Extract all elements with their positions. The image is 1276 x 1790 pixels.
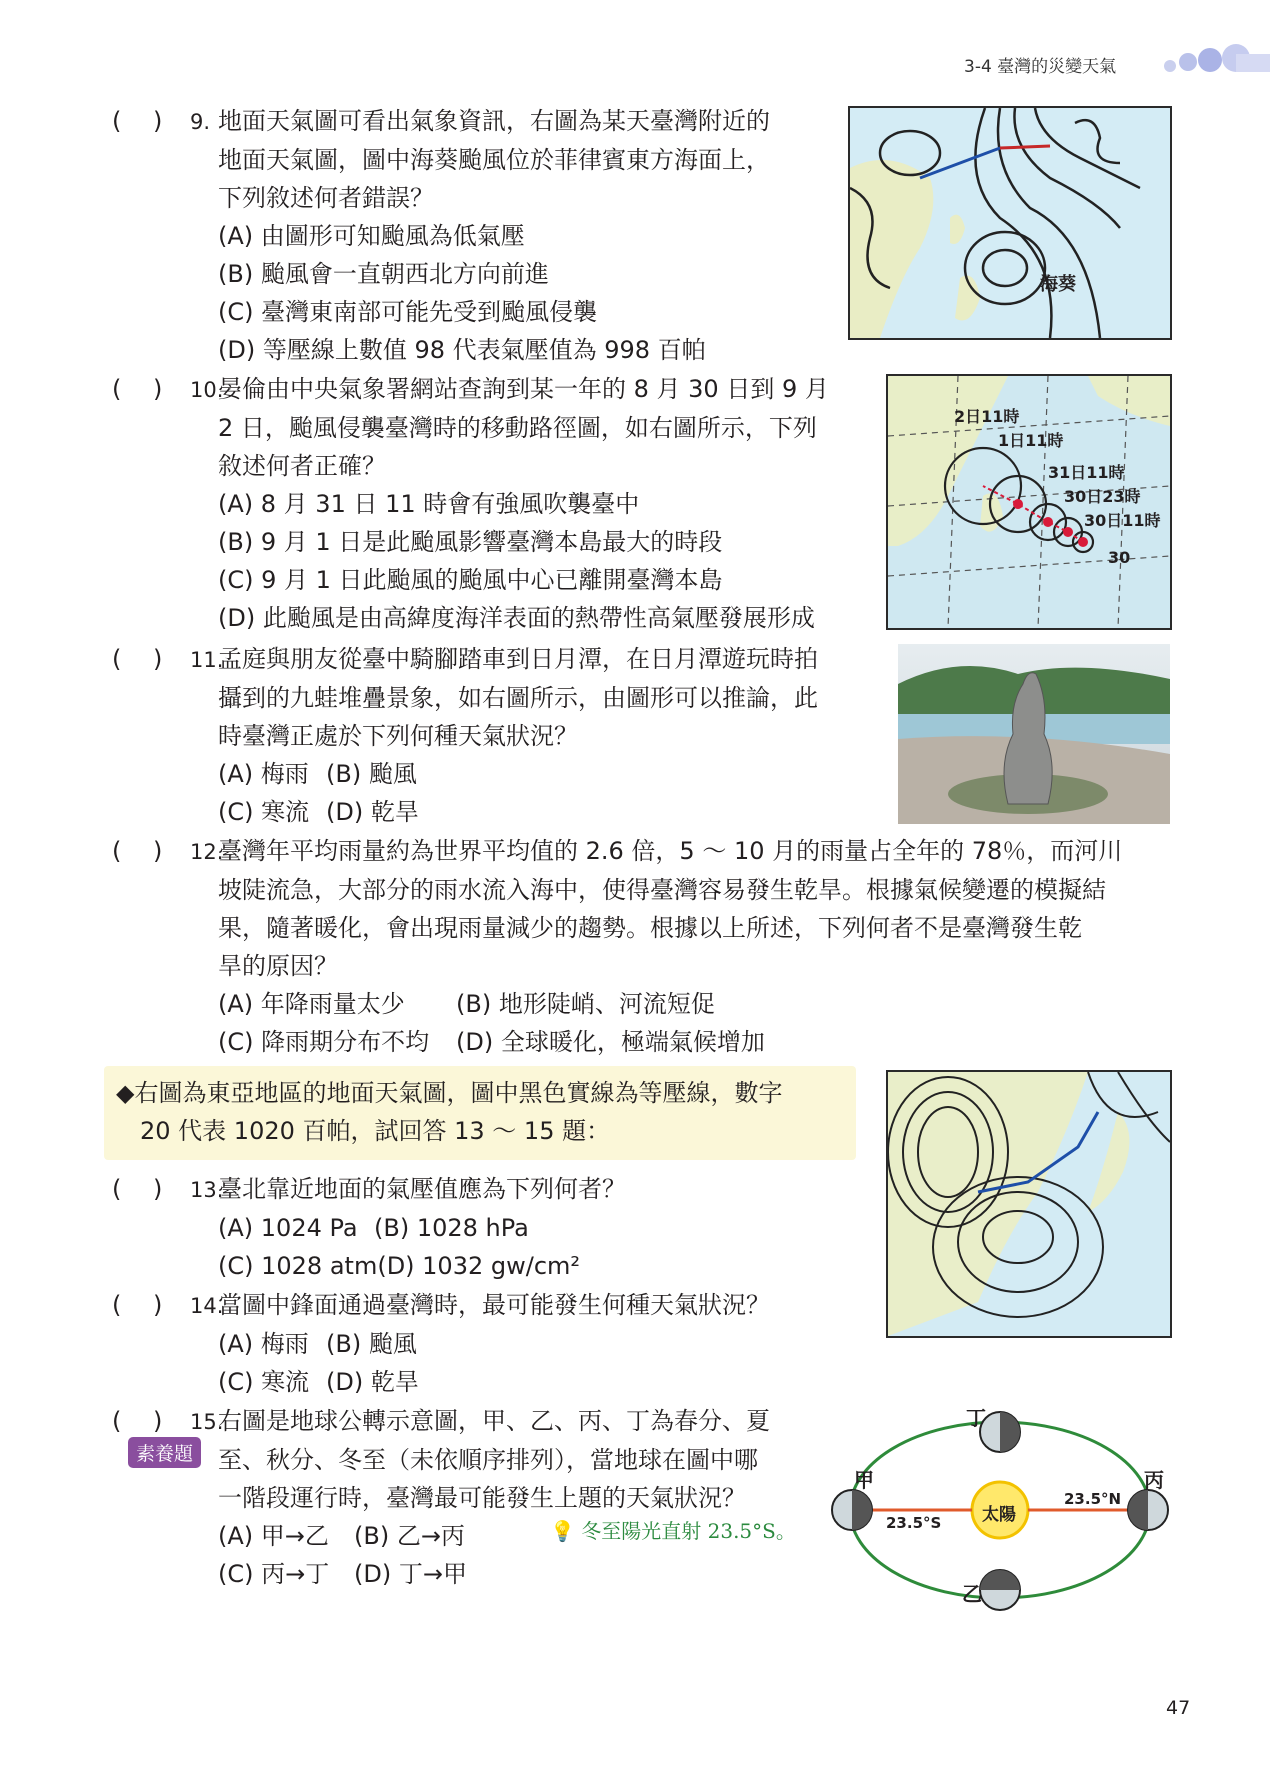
option-a: (A) 1024 Pa — [218, 1214, 358, 1242]
question-number: 11. — [190, 648, 224, 672]
question-text: 旱的原因？ — [218, 952, 338, 980]
option-b: (B) 地形陡峭、河流短促 — [456, 990, 715, 1018]
position-label-jia: 甲 — [854, 1468, 874, 1492]
position-label-yi: 乙 — [962, 1582, 982, 1606]
section-header: 3-4 臺灣的災變天氣 — [964, 57, 1117, 77]
question-text: 臺北靠近地面的氣壓值應為下列何者？ — [218, 1175, 626, 1203]
answer-paren[interactable]: ( ) — [112, 1175, 163, 1203]
question-text: 至、秋分、冬至（未依順序排列），當地球在圖中哪 — [218, 1446, 758, 1474]
intro-line: ◆右圖為東亞地區的地面天氣圖，圖中黑色實線為等壓線，數字 — [116, 1079, 783, 1107]
question-text: 臺灣年平均雨量約為世界平均值的 2.6 倍，5 ～ 10 月的雨量占全年的 78％，而河川 — [218, 837, 1123, 865]
option-row — [112, 1209, 626, 1247]
option-a: (A) 8 月 31 日 11 時會有強風吹襲臺中 — [218, 490, 640, 518]
answer-paren[interactable]: ( ) — [112, 837, 163, 865]
latitude-label: 23.5°S — [886, 1514, 942, 1532]
question-text: 晏倫由中央氣象署網站查詢到某一年的 8 月 30 日到 9 月 — [218, 375, 829, 403]
question-9 — [112, 102, 770, 369]
option-d: (D) 1032 gw/cm² — [377, 1252, 581, 1280]
question-text: 攝到的九蛙堆疊景象，如右圖所示，由圖形可以推論，此 — [218, 684, 818, 712]
option-a: (A) 梅雨 — [218, 1330, 309, 1358]
latitude-label: 23.5°N — [1064, 1490, 1122, 1508]
option-b: (B) 颱風會一直朝西北方向前進 — [218, 260, 549, 288]
answer-paren[interactable]: ( ) — [112, 1291, 163, 1319]
option-c: (C) 臺灣東南部可能先受到颱風侵襲 — [218, 298, 598, 326]
option-c: (C) 丙→丁 — [218, 1560, 330, 1588]
header-decoration — [1150, 44, 1270, 84]
option-d: (D) 丁→甲 — [354, 1560, 467, 1588]
option-c: (C) 寒流 — [218, 798, 310, 826]
option-b: (B) 1028 hPa — [374, 1214, 529, 1242]
position-label-ding: 丁 — [966, 1406, 986, 1430]
option-c: (C) 寒流 — [218, 1368, 310, 1396]
option-row — [112, 1325, 770, 1363]
question-text: 右圖是地球公轉示意圖，甲、乙、丙、丁為春分、夏 — [218, 1407, 770, 1435]
question-text: 地面天氣圖可看出氣象資訊，右圖為某天臺灣附近的 — [218, 107, 770, 135]
question-text: 敘述何者正確？ — [218, 452, 386, 480]
option-c: (C) 9 月 1 日此颱風的颱風中心已離開臺灣本島 — [218, 566, 723, 594]
option-row — [112, 1555, 770, 1593]
earth-orbit-diagram — [830, 1400, 1170, 1620]
question-text: 當圖中鋒面通過臺灣時，最可能發生何種天氣狀況？ — [218, 1291, 770, 1319]
east-asia-weather-map — [886, 1070, 1172, 1338]
question-11 — [112, 640, 818, 831]
option-a: (A) 由圖形可知颱風為低氣壓 — [218, 222, 525, 250]
question-text: 時臺灣正處於下列何種天氣狀況？ — [218, 722, 578, 750]
position-label-bing: 丙 — [1144, 1468, 1164, 1492]
option-b: (B) 颱風 — [326, 760, 417, 788]
section-intro — [104, 1066, 856, 1160]
question-text: 下列敘述何者錯誤？ — [218, 184, 434, 212]
track-label: 1日11時 — [998, 431, 1064, 450]
question-text: 2 日，颱風侵襲臺灣時的移動路徑圖，如右圖所示，下列 — [218, 414, 817, 442]
option-d: (D) 此颱風是由高緯度海洋表面的熱帶性高氣壓發展形成 — [218, 604, 815, 632]
option-d: (D) 全球暖化，極端氣候增加 — [456, 1028, 765, 1056]
question-14 — [112, 1286, 770, 1401]
track-label: 30日11時 — [1084, 511, 1161, 530]
question-number: 12. — [190, 840, 224, 864]
q10-typhoon-track-map — [886, 374, 1172, 630]
question-15 — [112, 1402, 770, 1593]
option-c: (C) 降雨期分布不均 — [218, 1028, 430, 1056]
option-b: (B) 9 月 1 日是此颱風影響臺灣本島最大的時段 — [218, 528, 723, 556]
question-number: 9. — [190, 110, 211, 134]
track-label: 30 — [1108, 548, 1131, 567]
intro-line: 20 代表 1020 百帕，試回答 13 ～ 15 題： — [116, 1117, 611, 1145]
question-number: 14. — [190, 1294, 224, 1318]
option-a: (A) 梅雨 — [218, 760, 309, 788]
typhoon-label: 海葵 — [1040, 274, 1076, 295]
hint-text — [550, 1515, 796, 1544]
track-label: 2日11時 — [954, 407, 1020, 426]
option-row — [112, 1247, 626, 1285]
option-a: (A) 年降雨量太少 — [218, 990, 405, 1018]
option-d: (D) 乾旱 — [326, 798, 419, 826]
answer-paren[interactable]: ( ) — [112, 107, 163, 135]
question-text: 坡陡流急，大部分的雨水流入海中，使得臺灣容易發生乾旱。根據氣候變遷的模擬結 — [218, 876, 1106, 904]
track-label: 31日11時 — [1048, 463, 1125, 482]
q11-nine-frogs-photo — [898, 644, 1170, 824]
page-number: 47 — [1166, 1697, 1191, 1719]
question-text: 地面天氣圖，圖中海葵颱風位於菲律賓東方海面上， — [218, 146, 770, 174]
question-number: 13. — [190, 1178, 224, 1202]
option-b: (B) 乙→丙 — [354, 1522, 465, 1550]
hint-label: 冬至陽光直射 23.5°S。 — [581, 1519, 796, 1543]
lightbulb-icon: 💡 — [550, 1519, 575, 1543]
option-row — [112, 985, 1122, 1023]
question-text: 一階段運行時，臺灣最可能發生上題的天氣狀況？ — [218, 1484, 746, 1512]
answer-paren[interactable]: ( ) — [112, 645, 163, 673]
sun-label: 太陽 — [982, 1505, 1016, 1525]
answer-paren[interactable]: ( ) — [112, 1407, 163, 1435]
question-13 — [112, 1170, 626, 1285]
option-d: (D) 乾旱 — [326, 1368, 419, 1396]
question-10 — [112, 370, 829, 637]
option-b: (B) 颱風 — [326, 1330, 417, 1358]
option-row — [112, 1023, 1122, 1061]
option-row — [112, 755, 818, 793]
question-number: 15. — [190, 1410, 224, 1434]
track-label: 30日23時 — [1064, 487, 1141, 506]
question-12 — [112, 832, 1122, 1061]
answer-paren[interactable]: ( ) — [112, 375, 163, 403]
option-row — [112, 793, 818, 831]
competency-badge: 素養題 — [128, 1437, 201, 1468]
question-text: 孟庭與朋友從臺中騎腳踏車到日月潭，在日月潭遊玩時拍 — [218, 645, 818, 673]
q9-weather-map — [848, 106, 1172, 340]
option-c: (C) 1028 atm — [218, 1252, 378, 1280]
question-text: 果，隨著暖化，會出現雨量減少的趨勢。根據以上所述，下列何者不是臺灣發生乾 — [218, 914, 1082, 942]
question-number: 10. — [190, 378, 224, 402]
option-d: (D) 等壓線上數值 98 代表氣壓值為 998 百帕 — [218, 336, 706, 364]
option-row — [112, 1363, 770, 1401]
option-a: (A) 甲→乙 — [218, 1522, 329, 1550]
